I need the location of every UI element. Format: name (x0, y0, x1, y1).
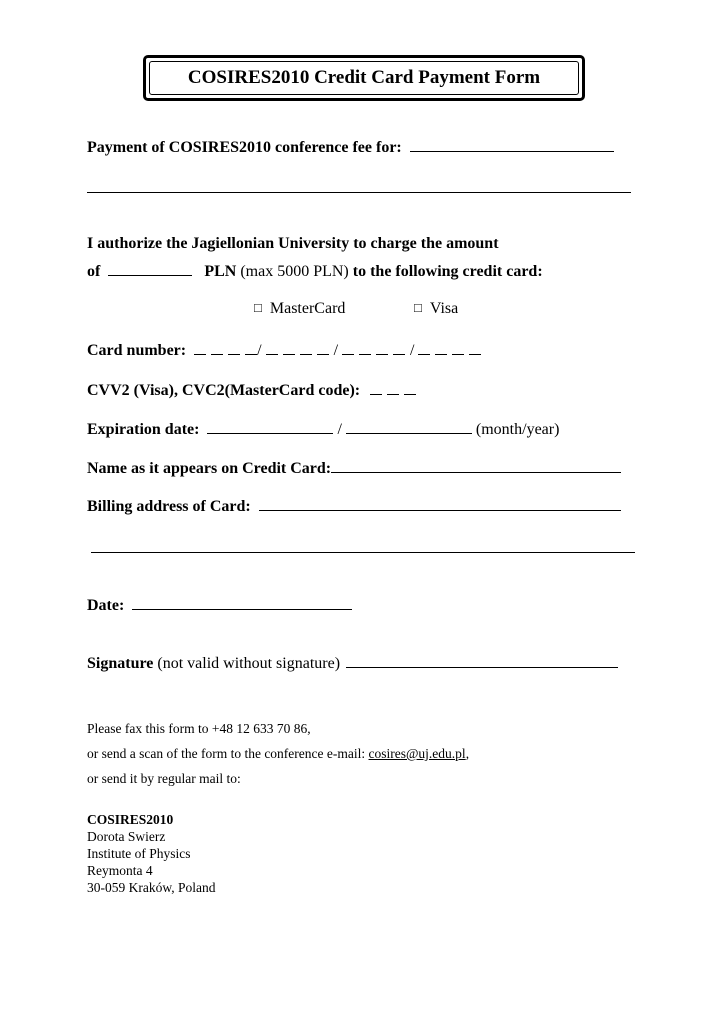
email-link[interactable]: cosires@uj.edu.pl (368, 746, 466, 761)
expiration-hint: (month/year) (475, 421, 560, 438)
cvv-label: CVV2 (Visa), CVC2(MasterCard code): (87, 382, 361, 399)
authorize-of: of (87, 263, 101, 280)
expiration-month-field[interactable] (207, 419, 333, 434)
email-prefix: or send a scan of the form to the conference e-mail: (87, 746, 366, 761)
address-org: COSIRES2010 (87, 812, 174, 827)
expiration-separator: / (337, 421, 342, 438)
authorize-tail: to the following credit card: (352, 263, 543, 280)
billing-field[interactable] (259, 496, 621, 511)
billing-row (87, 496, 621, 516)
authorize-pln: PLN (204, 263, 237, 280)
signature-row (87, 653, 618, 673)
name-field[interactable] (331, 458, 621, 473)
payment-label: Payment of COSIRES2010 conference fee for: (87, 139, 402, 156)
name-row (87, 458, 621, 478)
payment-purpose-field[interactable] (410, 137, 614, 152)
signature-note: (not valid without signature) (157, 655, 341, 672)
visa-label: Visa (429, 300, 459, 317)
date-row (87, 595, 352, 615)
signature-field[interactable] (346, 653, 618, 668)
email-instruction (87, 746, 469, 762)
card-number-field[interactable]: / / / (194, 342, 486, 359)
visa-option[interactable] (414, 300, 458, 318)
checkbox-icon[interactable]: □ (254, 300, 262, 315)
fax-instruction: Please fax this form to +48 12 633 70 86, (87, 721, 311, 736)
cvv-row (87, 380, 421, 400)
billing-field-2[interactable] (91, 552, 635, 553)
expiration-label: Expiration date: (87, 421, 200, 438)
title-box (143, 55, 585, 101)
date-field[interactable] (132, 595, 352, 610)
address-name: Dorota Swierz (87, 829, 166, 844)
mastercard-label: MasterCard (269, 300, 346, 317)
address-city: 30-059 Kraków, Poland (87, 880, 216, 895)
name-label: Name as it appears on Credit Card: (87, 460, 332, 477)
address-institute: Institute of Physics (87, 846, 191, 861)
authorize-line-2 (87, 261, 543, 281)
authorize-line-1: I authorize the Jagiellonian University to charge the amount (87, 235, 499, 252)
card-number-label: Card number: (87, 342, 187, 359)
authorize-max: (max 5000 PLN) (240, 263, 349, 280)
amount-field[interactable] (108, 261, 192, 276)
email-suffix: , (465, 746, 470, 761)
cvv-field[interactable] (370, 382, 421, 399)
mailing-address (87, 811, 215, 896)
card-number-row (87, 340, 486, 360)
payment-row (87, 137, 614, 157)
mastercard-option[interactable] (254, 300, 345, 318)
signature-label: Signature (87, 655, 154, 672)
mail-instruction: or send it by regular mail to: (87, 771, 241, 786)
payment-purpose-field-2[interactable] (87, 192, 631, 193)
expiration-year-field[interactable] (346, 419, 472, 434)
checkbox-icon[interactable]: □ (414, 300, 422, 315)
billing-label: Billing address of Card: (87, 498, 251, 515)
address-street: Reymonta 4 (87, 863, 153, 878)
date-label: Date: (87, 597, 125, 614)
expiration-row (87, 419, 559, 439)
form-title: COSIRES2010 Credit Card Payment Form (149, 61, 579, 95)
